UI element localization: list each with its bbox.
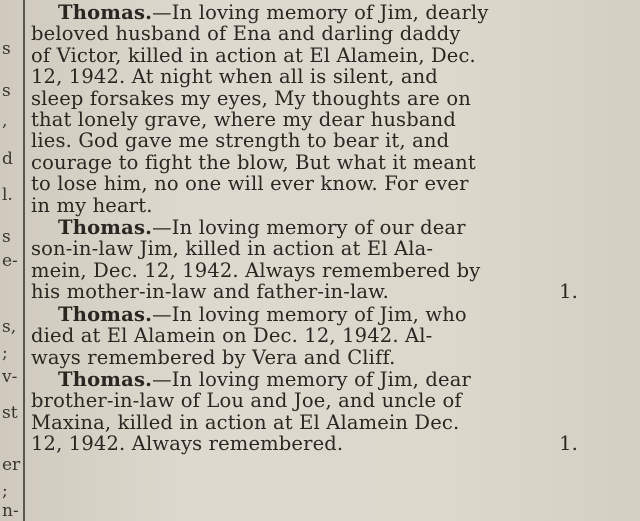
gutter-mark: d [2, 149, 13, 169]
notice-line: Thomas.—In loving memory of Jim, who [58, 302, 467, 326]
column-rule [23, 0, 25, 521]
notice-line: beloved husband of Ena and darling daddy [31, 22, 461, 46]
notice-surname: Thomas. [58, 1, 153, 24]
notice-line: Thomas.—In loving memory of our dear [58, 216, 466, 240]
notice-from-parents-in-law [31, 217, 636, 303]
notice-from-lou-and-joe [31, 369, 636, 455]
gutter-mark: e- [2, 251, 18, 271]
notice-line: in my heart. [31, 193, 153, 217]
notice-line: son-in-law Jim, killed in action at El Ala- [31, 237, 434, 261]
notice-line: ways remembered by Vera and Cliff. [31, 345, 396, 369]
gutter-mark: st [2, 403, 18, 423]
gutter-mark: s [2, 39, 11, 59]
notice-line: his mother-in-law and father-in-law. 1. [31, 280, 578, 304]
notice-from-wife [31, 2, 636, 216]
adjacent-column-fragments [0, 0, 22, 521]
gutter-mark: ; [2, 343, 8, 363]
gutter-mark: , [2, 111, 8, 131]
notice-surname: Thomas. [58, 216, 153, 240]
insertion-count: 1. [559, 280, 578, 304]
gutter-mark: ; [2, 481, 8, 501]
gutter-mark: er [2, 455, 21, 475]
gutter-mark: v- [2, 367, 18, 387]
notice-line: sleep forsakes my eyes, My thoughts are on [31, 86, 471, 110]
notice-line: brother-in-law of Lou and Joe, and uncle of [31, 389, 462, 413]
insertion-count: 1. [559, 432, 578, 456]
notice-surname: Thomas. [58, 302, 153, 326]
notice-line: that lonely grave, where my dear husband [31, 108, 456, 132]
notice-line: died at El Alamein on Dec. 12, 1942. Al- [31, 324, 433, 348]
notice-from-vera-and-cliff [31, 304, 636, 368]
notice-line: lies. God gave me strength to bear it, and [31, 129, 450, 153]
notice-line: 12, 1942. At night when all is silent, and [31, 65, 438, 89]
in-memoriam-notices [31, 2, 636, 455]
gutter-mark: l. [2, 185, 13, 205]
notice-line: courage to fight the blow, But what it meant [31, 150, 476, 174]
notice-line: Thomas.—In loving memory of Jim, dear [58, 367, 471, 391]
gutter-mark: s [2, 81, 11, 101]
gutter-mark: s [2, 227, 11, 247]
notice-line: Maxina, killed in action at El Alamein Dec. [31, 410, 460, 434]
notice-surname: Thomas. [58, 367, 153, 391]
notice-line: 12, 1942. Always remembered. 1. [31, 432, 578, 456]
notice-line: of Victor, killed in action at El Alamein, Dec. [31, 43, 476, 67]
notice-line: Thomas.—In loving memory of Jim, dearly [58, 1, 489, 24]
notice-line: to lose him, no one will ever know. For ever [31, 172, 469, 196]
gutter-mark: s, [2, 317, 17, 337]
notice-line: mein, Dec. 12, 1942. Always remembered by [31, 258, 481, 282]
gutter-mark: n- [2, 501, 19, 521]
